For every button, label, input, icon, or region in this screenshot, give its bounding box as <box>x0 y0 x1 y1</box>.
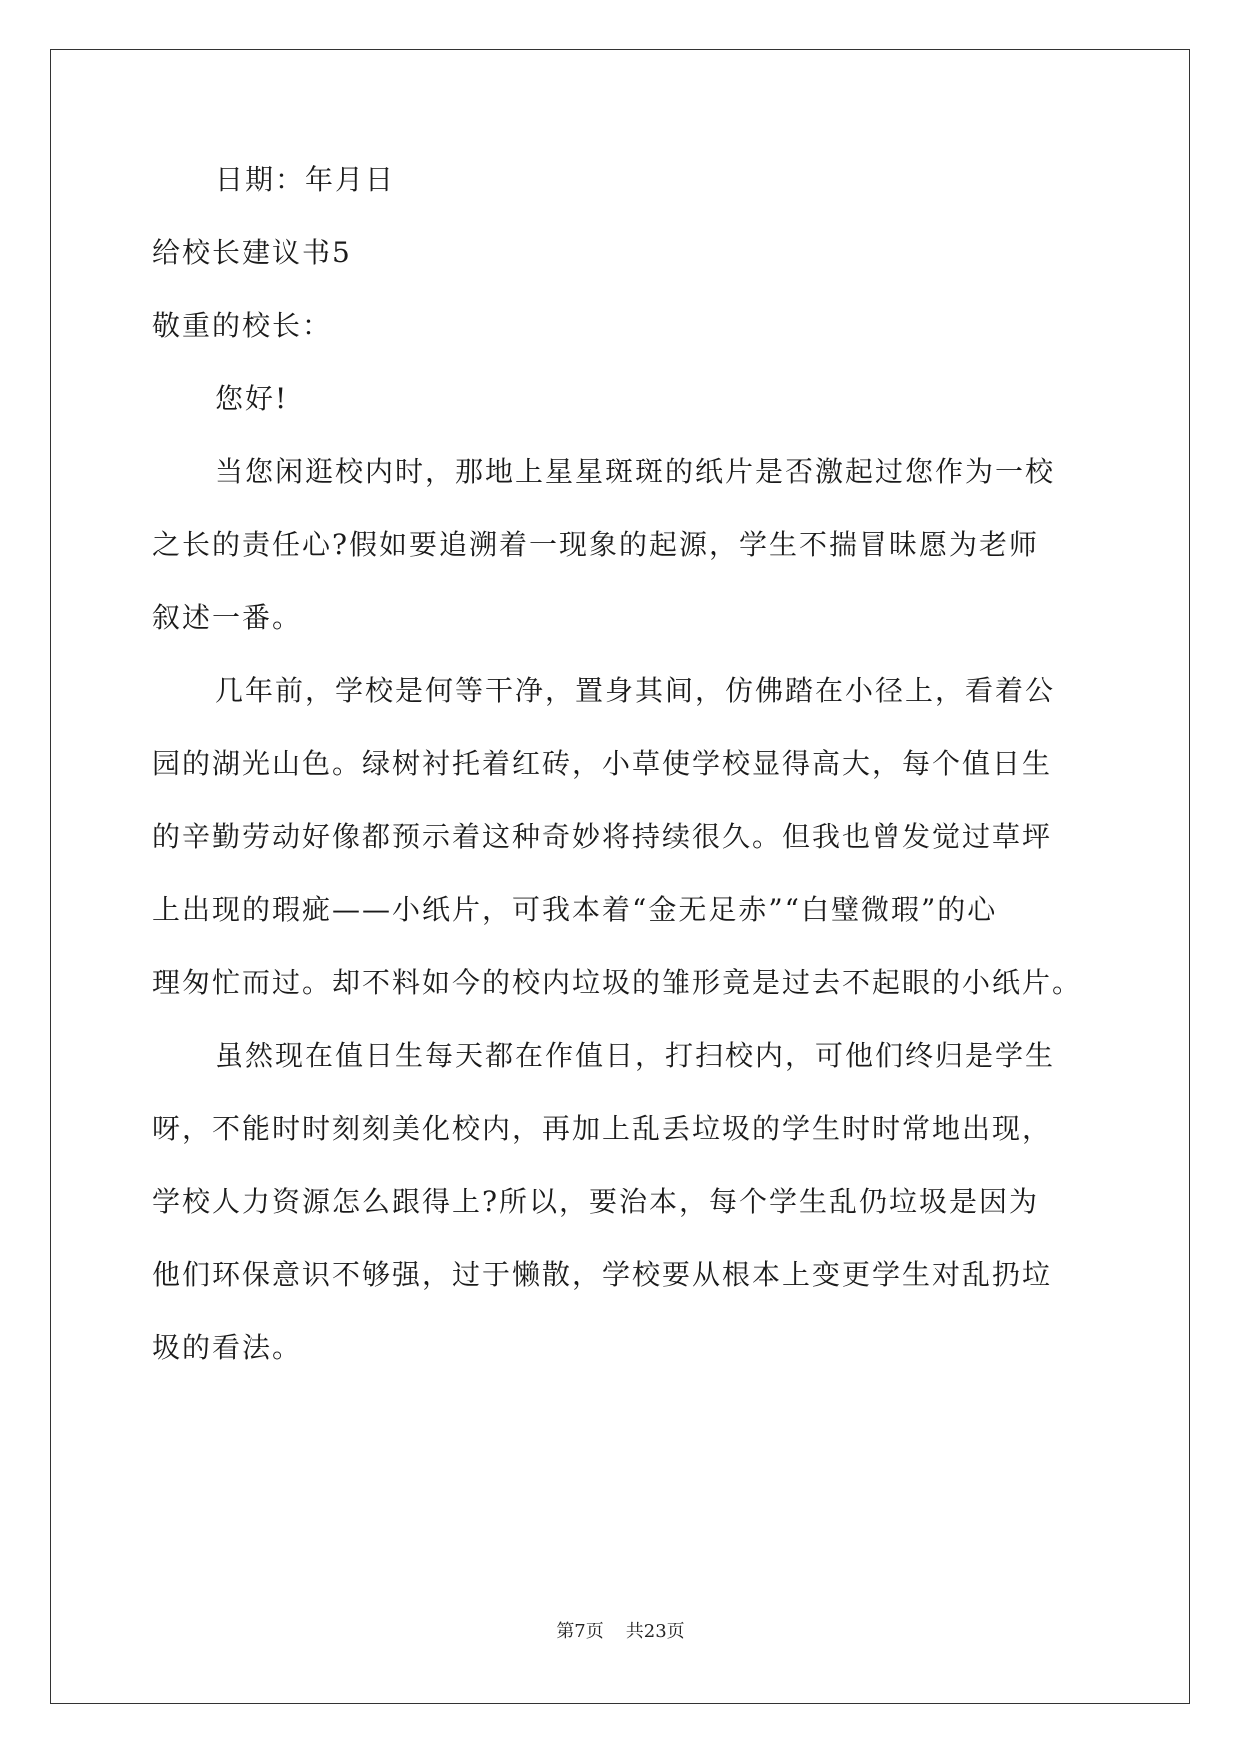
date-line: 日期：年月日 <box>215 163 396 196</box>
paragraph-line: 他们环保意识不够强，过于懒散，学校要从根本上变更学生对乱扔垃 <box>152 1258 1053 1291</box>
paragraph-line: 虽然现在值日生每天都在作值日，打扫校内，可他们终归是学生 <box>215 1039 1056 1072</box>
paragraph-line: 当您闲逛校内时，那地上星星斑斑的纸片是否激起过您作为一校 <box>215 455 1056 488</box>
paragraph-line: 圾的看法。 <box>152 1331 303 1364</box>
paragraph-line: 理匆忙而过。却不料如今的校内垃圾的雏形竟是过去不起眼的小纸片。 <box>152 966 1083 999</box>
paragraph-line: 的辛勤劳动好像都预示着这种奇妙将持续很久。但我也曾发觉过草坪 <box>152 820 1053 853</box>
letter-title: 给校长建议书5 <box>152 236 352 269</box>
greeting: 您好! <box>215 382 289 415</box>
salutation: 敬重的校长： <box>152 309 333 342</box>
paragraph-line: 呀，不能时时刻刻美化校内，再加上乱丢垃圾的学生时时常地出现， <box>152 1112 1053 1145</box>
paragraph-line: 叙述一番。 <box>152 601 303 634</box>
page-number: 第7页 <box>556 1621 604 1642</box>
total-pages: 共23页 <box>625 1621 685 1642</box>
paragraph-line: 几年前，学校是何等干净，置身其间，仿佛踏在小径上，看着公 <box>215 674 1056 707</box>
paragraph-line: 上出现的瑕疵——小纸片，可我本着“金无足赤”“白璧微瑕”的心 <box>152 893 998 926</box>
paragraph-line: 学校人力资源怎么跟得上?所以，要治本，每个学生乱仍垃圾是因为 <box>152 1185 1040 1218</box>
paragraph-line: 园的湖光山色。绿树衬托着红砖，小草使学校显得高大，每个值日生 <box>152 747 1053 780</box>
paragraph-line: 之长的责任心?假如要追溯着一现象的起源，学生不揣冒昧愿为老师 <box>152 528 1040 561</box>
page-frame <box>50 49 1190 1704</box>
page-footer <box>0 1620 1241 1644</box>
